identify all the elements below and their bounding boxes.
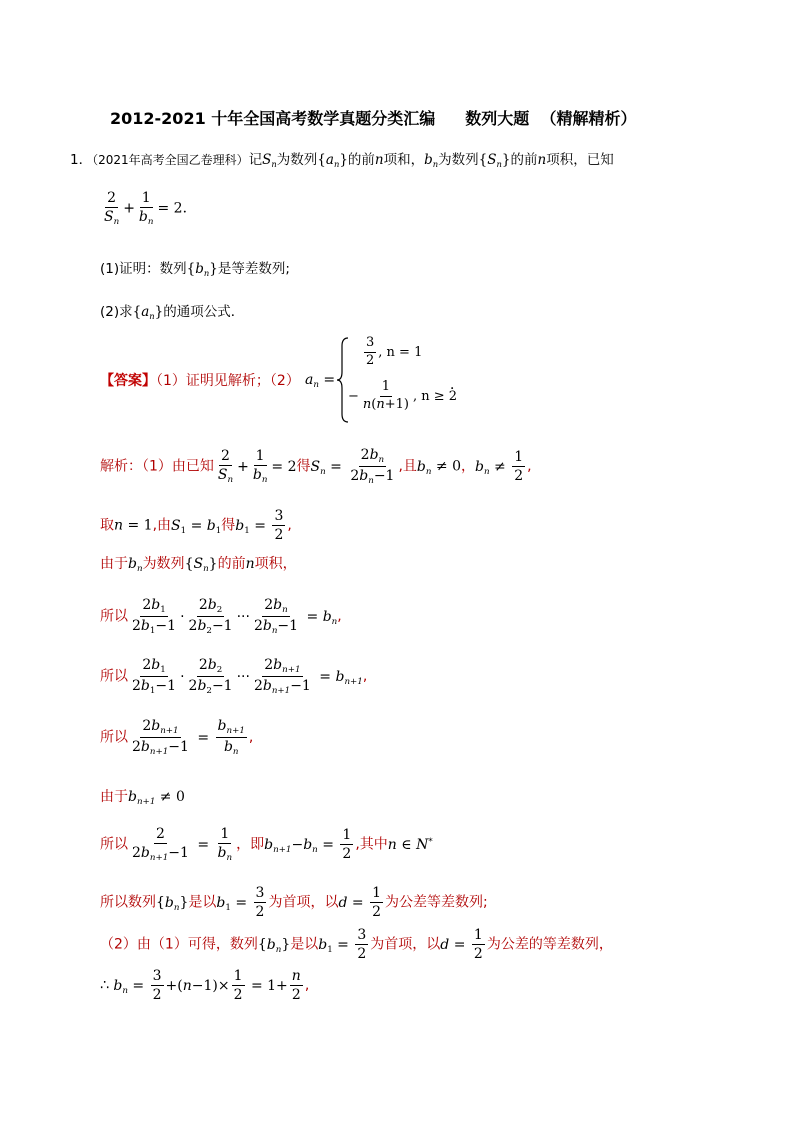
solution-line-9: 所以数列$\{b_n\}$是以$b_1$ = $\frac{3}{2}$ 为首项，以d = $\frac{1}{2}$ 为公差等差数列;	[100, 885, 488, 921]
problem-text: 记	[248, 152, 263, 168]
solution-text: ,且	[398, 458, 417, 475]
solution-line-8: 所以 $\frac{2}{2b_{n+1}-1}$ = $\frac{1}{b_n}$ ，即$b_{n+1}-b_n$ = $\frac{1}{2}$ ,其中n ∈ N*	[100, 826, 433, 864]
solution-text: 的前	[217, 556, 246, 572]
solution-line-11: ∴ $b_n$ = $\frac{3}{2}$ +(n−1)× $\frac{1}{2}$ = 1+ $\frac{n}{2}$ ,	[100, 968, 310, 1004]
solution-text: ，	[461, 458, 476, 475]
answer-end: ．	[450, 377, 464, 393]
solution-text: 所以	[100, 729, 128, 746]
solution-line-7: 由于$b_{n+1} \ne 0$	[100, 789, 185, 808]
problem-source: （2021年高考全国乙卷理科）	[92, 153, 249, 167]
solution-text: 是以	[290, 936, 319, 953]
title-suffix: （精解精析）	[540, 109, 637, 128]
solution-text: 由于	[100, 789, 128, 805]
page-title	[110, 106, 636, 129]
part-2: (2)求$\{a_n\}$的通项公式．	[100, 304, 245, 321]
solution-line-10: （2）由（1）可得，数列$\{b_n\}$是以$b_1$ = $\frac{3}{2}$ 为首项，以d = $\frac{1}{2}$ 为公差的等差数列，	[100, 927, 613, 963]
solution-line-3: 由于$b_n$为数列$\{S_n\}$的前n项积，	[100, 556, 297, 575]
part-2-text: (2)求	[100, 304, 133, 320]
answer-text: （1）证明见解析；（2）	[156, 373, 300, 389]
solution-line-6: 所以 $\frac{2b_{n+1}}{2b_{n+1}-1}$ = $\frac{b_{n+1}}{b_n}$ ,	[100, 718, 254, 758]
solution-text: （2）由（1）可得，数列	[100, 936, 258, 953]
solution-text: 为公差的等差数列，	[486, 936, 613, 953]
solution-text: 为公差等差数列;	[385, 894, 488, 911]
solution-line-4: 所以 $\frac{2b_1}{2b_1-1}$ · $\frac{2b_2}{2b_2-1}$ ··· $\frac{2b_n}{2b_n-1}$ = $b_n$,	[100, 597, 342, 637]
solution-text: 所以	[100, 608, 128, 625]
part-1-text: 是等差数列;	[217, 261, 290, 277]
solution-text: 所以	[100, 668, 128, 685]
answer-tag: 【答案】	[100, 373, 156, 389]
problem-text: 为数列	[438, 152, 479, 168]
solution-text: ,由	[152, 517, 172, 534]
solution-text: 得	[221, 517, 236, 534]
case-1: , n = 1	[378, 344, 423, 360]
title-topic: 数列大题	[465, 109, 530, 128]
solution-text: 项积，	[254, 556, 297, 572]
punct: ．	[182, 200, 197, 217]
solution-line-5: 所以 $\frac{2b_1}{2b_1-1}$ · $\frac{2b_2}{2b_2-1}$ ··· $\frac{2b_{n+1}}{2b_{n+1}-1}$ = $b_{n+1}$,	[100, 657, 368, 697]
solution-line-1: 解析：（1）由已知 $\frac{2}{S_n}$ + $\frac{1}{b_n}$ = 2得$S_n$ = $\frac{2b_n}{2b_n-1}$ ,且$b_n \ne 0$，$b_n$ ≠ $\frac{1}{2}$ ,	[100, 447, 532, 487]
problem-text: 的前	[347, 152, 375, 168]
problem-text: 项积，已知	[546, 152, 614, 168]
solution-text: 由于	[100, 556, 128, 572]
solution-text: 所以数列	[100, 894, 156, 911]
case-2: , n ≥ 2	[412, 388, 458, 404]
solution-text: 为数列	[142, 556, 185, 572]
therefore-symbol: ∴	[100, 977, 109, 994]
problem-text: 项和，	[383, 152, 425, 168]
solution-text: ,其中	[355, 836, 388, 853]
solution-text: 得	[296, 458, 311, 475]
solution-text: 为首项，以	[268, 894, 339, 911]
solution-text: 取	[100, 517, 114, 534]
solution-text: ，即	[236, 836, 265, 853]
solution-text: 解析：（1）由已知	[100, 458, 214, 475]
part-1-text: (1)证明：数列	[100, 261, 187, 277]
solution-line-2: 取n = 1,由$S_1 = b_1$得$b_1$ = $\frac{3}{2}$ ,	[100, 508, 292, 544]
solution-text: 为首项，以	[370, 936, 441, 953]
solution-text: 所以	[100, 836, 128, 853]
part-2-text: 的通项公式．	[163, 304, 245, 320]
problem-statement: 1．（2021年高考全国乙卷理科）记$S_n$为数列$\{a_n\}$的前n项和，$b_n$为数列$\{S_n\}$的前n项积，已知	[70, 152, 614, 169]
solution-text: 是以	[188, 894, 217, 911]
problem-text: 为数列	[276, 152, 318, 168]
problem-text: 的前	[510, 152, 538, 168]
part-1: (1)证明：数列$\{b_n\}$是等差数列;	[100, 261, 290, 278]
title-main: 2012-2021 十年全国高考数学真题分类汇编	[110, 109, 436, 128]
given-condition: $\frac{2}{S_n}$ + $\frac{1}{b_n}$ = 2．	[104, 190, 197, 228]
problem-number: 1．	[70, 152, 93, 168]
